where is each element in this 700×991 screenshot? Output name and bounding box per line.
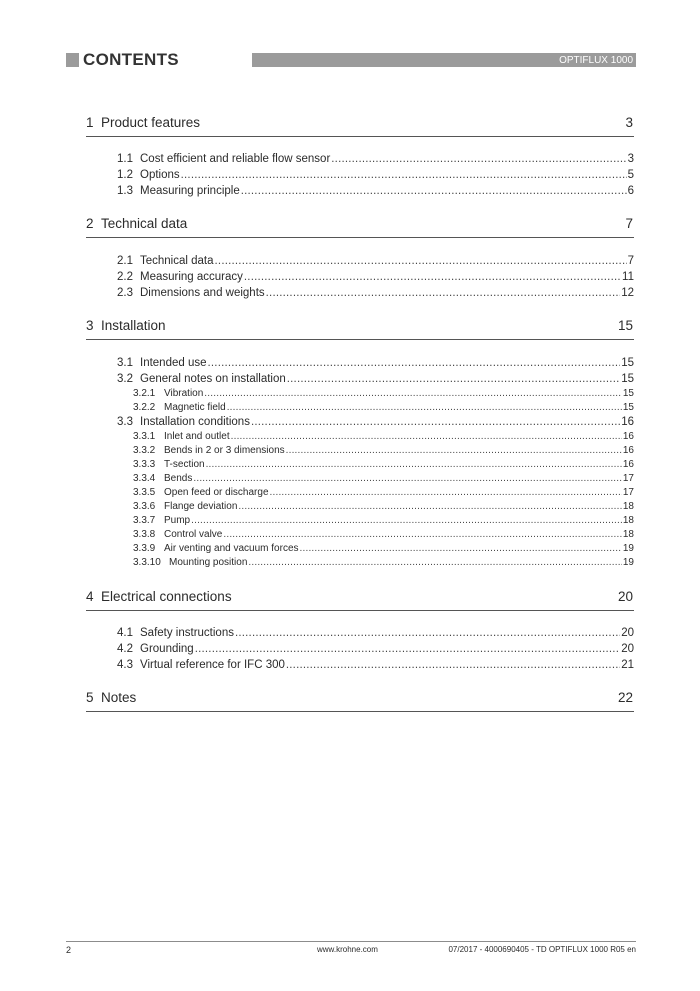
dot-leader — [266, 286, 621, 301]
entry-page: 3 — [627, 153, 634, 165]
toc-section[interactable] — [86, 317, 634, 340]
entry-number: 3.3.3 — [133, 459, 156, 470]
dot-leader — [181, 168, 627, 183]
entry-page: 17 — [622, 487, 634, 498]
entry-page: 16 — [622, 431, 634, 442]
section-number: 1 — [86, 115, 94, 130]
entry-title: Vibration — [164, 388, 204, 399]
entry-page: 15 — [621, 357, 634, 369]
dot-leader — [270, 486, 622, 500]
section-page: 15 — [617, 318, 633, 333]
dot-leader — [251, 415, 620, 430]
dot-leader — [238, 500, 621, 514]
entry-page: 19 — [622, 557, 634, 568]
dot-leader — [331, 152, 626, 167]
toc-subentry[interactable] — [133, 387, 634, 402]
entry-page: 16 — [621, 416, 634, 428]
entry-title: Grounding — [140, 643, 194, 655]
toc-entry[interactable] — [117, 286, 634, 301]
entry-title: Measuring accuracy — [140, 271, 243, 283]
section-page: 3 — [625, 115, 633, 130]
dot-leader — [287, 372, 620, 387]
entry-title: General notes on installation — [140, 373, 286, 385]
entry-number: 1.2 — [117, 169, 133, 181]
section-title: Notes — [101, 690, 137, 705]
entry-page: 15 — [622, 402, 634, 413]
toc-subentry[interactable] — [133, 458, 634, 473]
entry-title: Inlet and outlet — [164, 431, 230, 442]
entry-title: T-section — [164, 459, 205, 470]
toc-subentry[interactable] — [133, 430, 634, 445]
dot-leader — [241, 184, 627, 199]
toc-section[interactable] — [86, 215, 634, 238]
toc-entry[interactable] — [117, 254, 634, 269]
entry-title: Bends — [164, 473, 193, 484]
entry-number: 2.3 — [117, 287, 133, 299]
header-square-marker — [66, 53, 79, 67]
toc-entry[interactable] — [117, 626, 634, 641]
entry-number: 3.3.4 — [133, 473, 156, 484]
dot-leader — [231, 430, 622, 444]
entry-number: 4.2 — [117, 643, 133, 655]
entry-title: Pump — [164, 515, 191, 526]
dot-leader — [235, 626, 620, 641]
entry-number: 3.3.6 — [133, 501, 156, 512]
entry-title: Options — [140, 169, 180, 181]
entry-page: 15 — [621, 373, 634, 385]
toc-entry[interactable] — [117, 152, 634, 167]
toc-entry[interactable] — [117, 184, 634, 199]
entry-number: 3.3.7 — [133, 515, 156, 526]
entry-page: 11 — [622, 271, 634, 283]
entry-title: Control valve — [164, 529, 223, 540]
dot-leader — [286, 444, 622, 458]
footer-page-number: 2 — [66, 945, 72, 955]
entry-number: 3.2.2 — [133, 402, 156, 413]
section-page: 22 — [617, 690, 633, 705]
toc-entry[interactable] — [117, 658, 634, 673]
dot-leader — [208, 356, 621, 371]
toc-entry[interactable] — [117, 356, 634, 371]
entry-number: 3.3 — [117, 416, 133, 428]
section-title: Product features — [101, 115, 201, 130]
dot-leader — [286, 658, 620, 673]
entry-title: Open feed or discharge — [164, 487, 269, 498]
toc-section[interactable] — [86, 114, 634, 137]
entry-title: Technical data — [140, 255, 214, 267]
toc-subentry[interactable] — [133, 556, 634, 571]
section-number: 5 — [86, 690, 94, 705]
entry-title: Air venting and vacuum forces — [164, 543, 299, 554]
entry-number: 2.2 — [117, 271, 133, 283]
entry-number: 1.1 — [117, 153, 133, 165]
entry-page: 19 — [622, 543, 634, 554]
entry-page: 16 — [622, 445, 634, 456]
section-number: 2 — [86, 216, 94, 231]
section-title: Installation — [101, 318, 166, 333]
entry-title: Dimensions and weights — [140, 287, 265, 299]
dot-leader — [227, 401, 622, 415]
section-title: Electrical connections — [101, 589, 232, 604]
entry-number: 3.3.9 — [133, 543, 156, 554]
entry-number: 3.1 — [117, 357, 133, 369]
dot-leader — [206, 458, 622, 472]
entry-number: 3.2.1 — [133, 388, 156, 399]
toc-entry[interactable] — [117, 270, 634, 285]
entry-number: 3.3.2 — [133, 445, 156, 456]
entry-page: 18 — [622, 501, 634, 512]
section-page: 7 — [625, 216, 633, 231]
entry-title: Virtual reference for IFC 300 — [140, 659, 285, 671]
dot-leader — [195, 642, 620, 657]
entry-number: 2.1 — [117, 255, 133, 267]
page-header — [66, 52, 636, 68]
dot-leader — [248, 556, 621, 570]
entry-title: Safety instructions — [140, 627, 234, 639]
entry-page: 16 — [622, 459, 634, 470]
entry-number: 3.3.10 — [133, 557, 161, 568]
dot-leader — [223, 528, 622, 542]
entry-page: 18 — [622, 529, 634, 540]
entry-number: 4.1 — [117, 627, 133, 639]
toc-subentry[interactable] — [133, 500, 634, 515]
entry-title: Measuring principle — [140, 185, 240, 197]
dot-leader — [191, 514, 622, 528]
footer-url[interactable]: www.krohne.com — [317, 945, 378, 954]
section-number: 3 — [86, 318, 94, 333]
section-title: Technical data — [101, 216, 188, 231]
dot-leader — [204, 387, 622, 401]
entry-title: Bends in 2 or 3 dimensions — [164, 445, 285, 456]
toc-subentry[interactable] — [133, 542, 634, 557]
entry-title: Installation conditions — [140, 416, 250, 428]
toc-subentry[interactable] — [133, 401, 634, 416]
toc-subentry[interactable] — [133, 472, 634, 487]
toc-entry[interactable] — [117, 168, 634, 183]
entry-title: Cost efficient and reliable flow sensor — [140, 153, 331, 165]
entry-title: Intended use — [140, 357, 207, 369]
footer-document-reference: 07/2017 - 4000690405 - TD OPTIFLUX 1000 R05 en — [448, 945, 636, 954]
entry-page: 6 — [627, 185, 634, 197]
entry-number: 3.3.1 — [133, 431, 156, 442]
entry-page: 7 — [627, 255, 634, 267]
entry-title: Flange deviation — [164, 501, 238, 512]
toc-section[interactable] — [86, 689, 634, 712]
entry-number: 3.2 — [117, 373, 133, 385]
page-footer — [66, 941, 636, 958]
entry-page: 20 — [621, 627, 634, 639]
product-name: OPTIFLUX 1000 — [559, 55, 633, 66]
section-number: 4 — [86, 589, 94, 604]
toc-entry[interactable] — [117, 415, 634, 430]
entry-page: 21 — [621, 659, 634, 671]
entry-number: 3.3.8 — [133, 529, 156, 540]
toc-subentry[interactable] — [133, 486, 634, 501]
entry-page: 15 — [622, 388, 634, 399]
entry-page: 18 — [622, 515, 634, 526]
entry-number: 4.3 — [117, 659, 133, 671]
toc-entry[interactable] — [117, 642, 634, 657]
entry-number: 1.3 — [117, 185, 133, 197]
entry-page: 17 — [622, 473, 634, 484]
entry-title: Mounting position — [169, 557, 248, 568]
toc-subentry[interactable] — [133, 444, 634, 459]
entry-page: 5 — [627, 169, 634, 181]
header-bar — [252, 53, 636, 67]
entry-title: Magnetic field — [164, 402, 226, 413]
toc-section[interactable] — [86, 588, 634, 611]
entry-page: 12 — [621, 287, 634, 299]
dot-leader — [215, 254, 627, 269]
toc-subentry[interactable] — [133, 528, 634, 543]
entry-number: 3.3.5 — [133, 487, 156, 498]
section-page: 20 — [617, 589, 633, 604]
dot-leader — [193, 472, 622, 486]
toc-subentry[interactable] — [133, 514, 634, 529]
dot-leader — [244, 270, 621, 285]
toc-entry[interactable] — [117, 372, 634, 387]
page-title: CONTENTS — [83, 50, 179, 69]
entry-page: 20 — [621, 643, 634, 655]
dot-leader — [300, 542, 622, 556]
